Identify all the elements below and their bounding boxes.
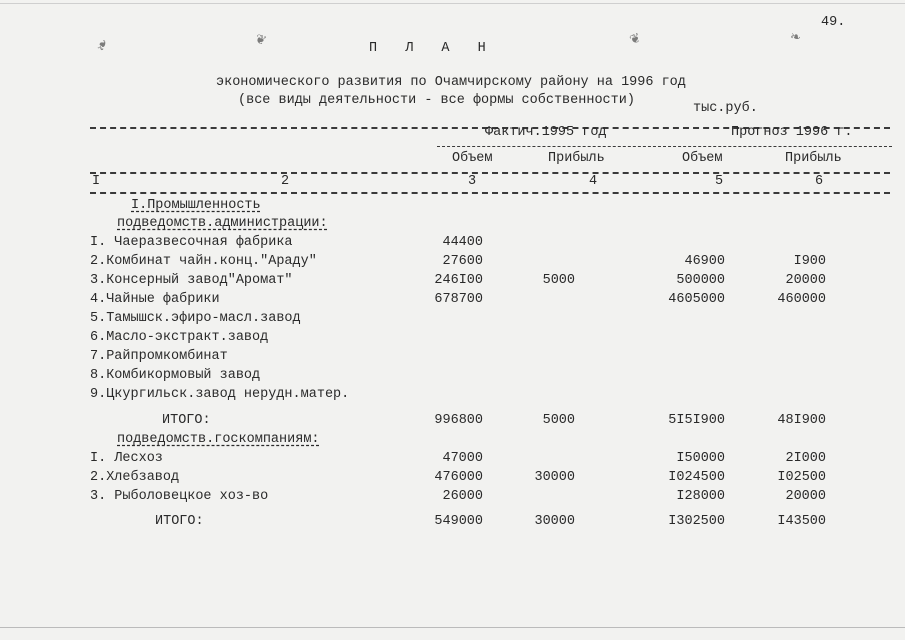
total-volume-1995: 549000: [434, 514, 483, 529]
header-forecast-1996: Прогноз 1996 г.: [731, 125, 853, 140]
total-label: ИТОГО:: [155, 514, 204, 529]
row-volume-1996: I28000: [676, 489, 725, 504]
row-name: 8.Комбикормовый завод: [90, 368, 261, 383]
header-volume-1996: Объем: [682, 151, 723, 166]
col-num-6: 6: [815, 174, 824, 189]
document-subtitle: экономического развития по Очамчирскому району на 1996 год: [216, 75, 686, 90]
table-row: [0, 470, 905, 488]
header-profit-1996: Прибыль: [785, 151, 842, 166]
table-row: [0, 368, 905, 386]
row-name: 2.Комбинат чайн.конц."Араду": [90, 254, 317, 269]
row-name: 3.Консерный завод"Аромат": [90, 273, 293, 288]
col-num-2: 2: [281, 174, 290, 189]
total-volume-1995: 996800: [434, 413, 483, 428]
row-volume-1995: 47000: [442, 451, 483, 466]
table-row: [0, 311, 905, 329]
table-row: [0, 489, 905, 507]
row-name: 5.Тамышск.эфиро-масл.завод: [90, 311, 301, 326]
scan-edge-bottom: [0, 627, 905, 628]
smudge-mark: ❦: [627, 30, 644, 49]
row-volume-1995: 246I00: [434, 273, 483, 288]
header-rule-bottom: [90, 192, 890, 194]
row-profit-1995: 30000: [534, 470, 575, 485]
total-row: [0, 514, 905, 532]
table-row: [0, 330, 905, 348]
total-profit-1995: 5000: [542, 413, 575, 428]
smudge-mark: ❦: [252, 31, 269, 50]
document-title: П Л А Н: [369, 41, 496, 56]
header-rule-sub: [437, 146, 892, 147]
section1-heading: I.Промышленность: [131, 198, 261, 213]
row-volume-1996: 46900: [684, 254, 725, 269]
row-volume-1995: 476000: [434, 470, 483, 485]
table-row: [0, 451, 905, 469]
row-name: I. Лесхоз: [90, 451, 163, 466]
total-row: [0, 413, 905, 431]
document-subtitle-scope: (все виды деятельности - все формы собственности): [238, 93, 635, 108]
row-profit-1996: I900: [793, 254, 826, 269]
section2-heading: подведомств.госкомпаниям:: [117, 432, 320, 447]
row-profit-1995: 5000: [542, 273, 575, 288]
row-profit-1996: 460000: [777, 292, 826, 307]
row-name: 7.Райпромкомбинат: [90, 349, 228, 364]
row-volume-1995: 678700: [434, 292, 483, 307]
total-profit-1996: 48I900: [777, 413, 826, 428]
row-volume-1995: 27600: [442, 254, 483, 269]
total-volume-1996: I302500: [668, 514, 725, 529]
total-volume-1996: 5I5I900: [668, 413, 725, 428]
col-num-4: 4: [589, 174, 598, 189]
col-num-1: I: [92, 174, 101, 189]
row-profit-1996: 20000: [785, 489, 826, 504]
header-volume-1995: Объем: [452, 151, 493, 166]
units-label: тыс.руб.: [693, 101, 758, 116]
row-volume-1996: 4605000: [668, 292, 725, 307]
smudge-mark: ❧: [788, 29, 803, 46]
row-volume-1996: I024500: [668, 470, 725, 485]
row-volume-1996: 500000: [676, 273, 725, 288]
row-name: 4.Чайные фабрики: [90, 292, 220, 307]
row-volume-1996: I50000: [676, 451, 725, 466]
smudge-mark: ❧: [91, 36, 113, 54]
row-name: I. Чаеразвесочная фабрика: [90, 235, 293, 250]
row-profit-1996: 2I000: [785, 451, 826, 466]
total-label: ИТОГО:: [162, 413, 211, 428]
header-profit-1995: Прибыль: [548, 151, 605, 166]
row-name: 3. Рыболовецкое хоз-во: [90, 489, 269, 504]
page-number: 49.: [821, 15, 846, 30]
header-fact-1995: Фактич.1995 год: [485, 125, 607, 140]
section1-subheading: подведомств.администрации:: [117, 216, 328, 231]
row-volume-1995: 44400: [442, 235, 483, 250]
table-row: [0, 292, 905, 310]
col-num-5: 5: [715, 174, 724, 189]
row-name: 2.Хлебзавод: [90, 470, 180, 485]
row-profit-1996: I02500: [777, 470, 826, 485]
table-row: [0, 349, 905, 367]
row-profit-1996: 20000: [785, 273, 826, 288]
table-row: [0, 235, 905, 253]
table-row: [0, 387, 905, 405]
total-profit-1995: 30000: [534, 514, 575, 529]
row-name: 9.Цкургильск.завод нерудн.матер.: [90, 387, 350, 402]
scan-edge: [0, 3, 905, 4]
table-row: [0, 273, 905, 291]
table-row: [0, 254, 905, 272]
total-profit-1996: I43500: [777, 514, 826, 529]
row-volume-1995: 26000: [442, 489, 483, 504]
row-name: 6.Масло-экстракт.завод: [90, 330, 269, 345]
header-rule-mid: [90, 172, 890, 174]
col-num-3: 3: [468, 174, 477, 189]
